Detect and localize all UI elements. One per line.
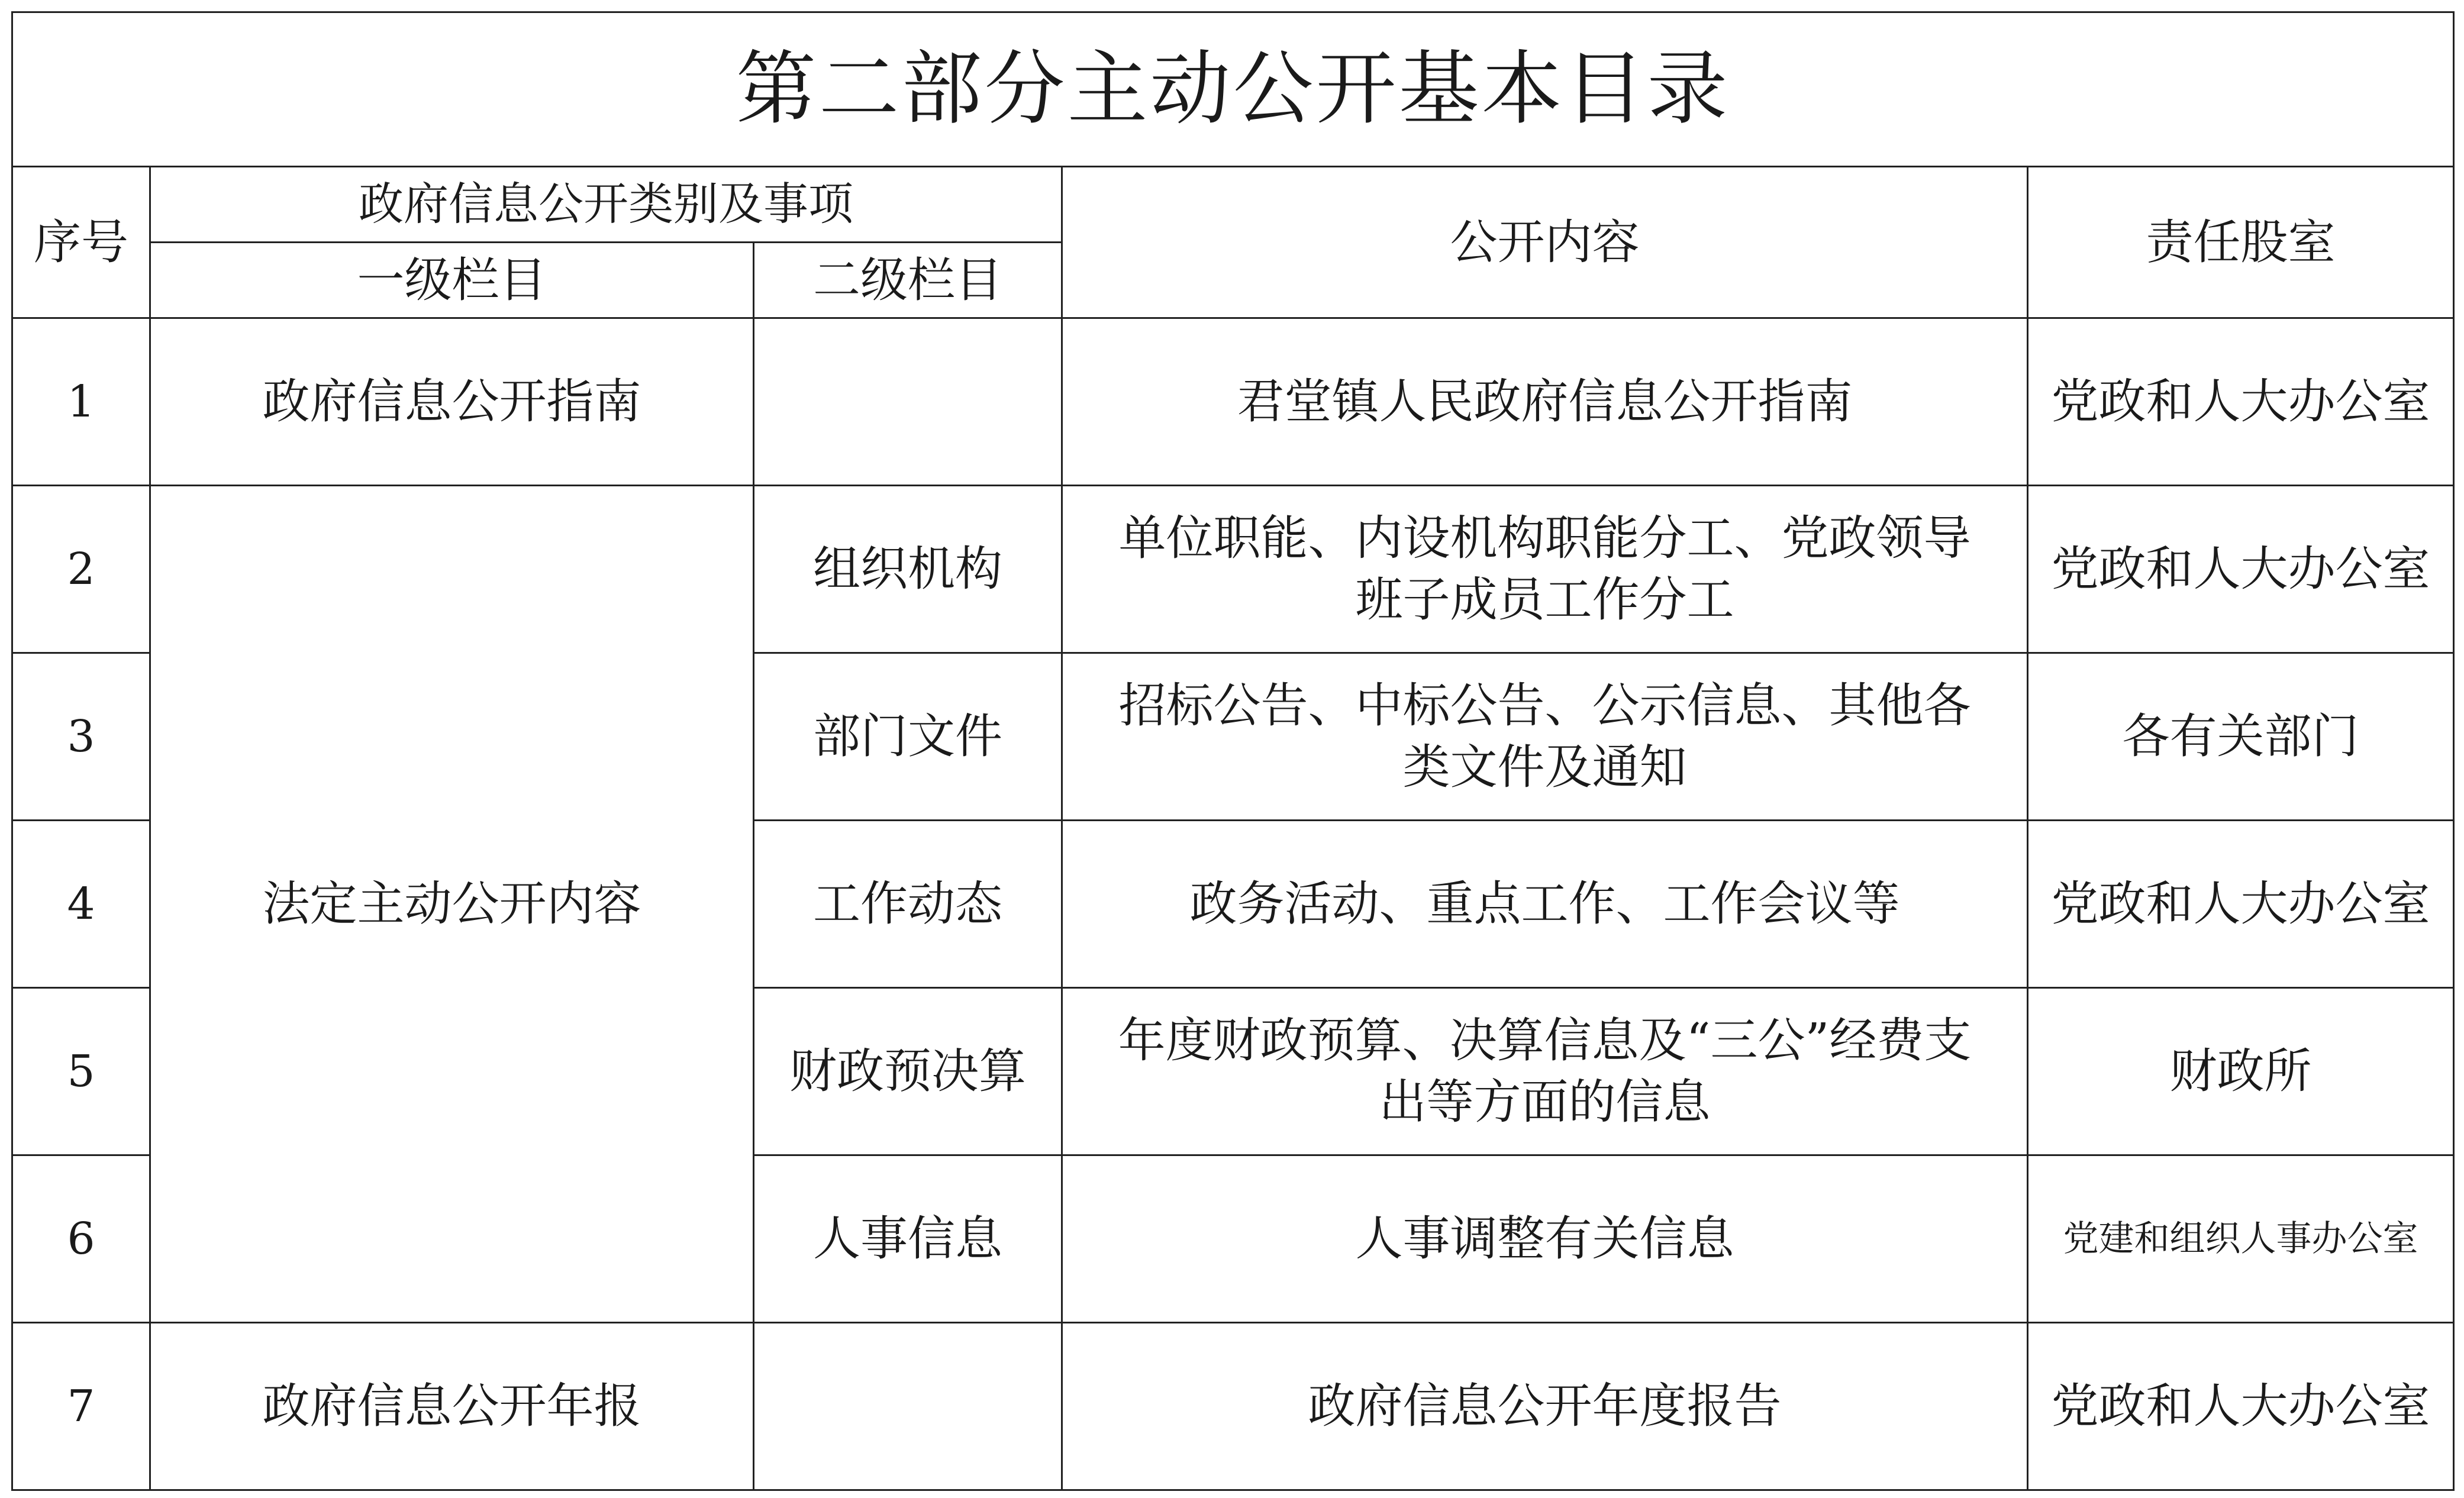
catalog-table (11, 11, 2455, 1491)
header-level1: 一级栏目 (150, 243, 754, 318)
row-content: 年度财政预算、决算信息及“三公”经费支出等方面的信息 (1062, 988, 2028, 1155)
row-seq: 7 (12, 1323, 150, 1490)
row-content: 政务活动、重点工作、工作会议等 (1062, 821, 2028, 988)
row-office: 党政和人大办公室 (2028, 1323, 2454, 1490)
row-seq: 5 (12, 988, 150, 1155)
row-level2 (754, 318, 1062, 486)
row-level2: 工作动态 (754, 821, 1062, 988)
row-office: 财政所 (2028, 988, 2454, 1155)
row-content: 单位职能、内设机构职能分工、党政领导班子成员工作分工 (1062, 486, 2028, 653)
row-level2 (754, 1323, 1062, 1490)
row-seq: 6 (12, 1155, 150, 1323)
row-office: 党建和组织人事办公室 (2028, 1155, 2454, 1323)
row-seq: 1 (12, 318, 150, 486)
row-level2: 人事信息 (754, 1155, 1062, 1323)
row-level2: 部门文件 (754, 653, 1062, 821)
row-content: 招标公告、中标公告、公示信息、其他各类文件及通知 (1062, 653, 2028, 821)
row-office: 党政和人大办公室 (2028, 821, 2454, 988)
header-content: 公开内容 (1062, 167, 2028, 318)
row-level2: 组织机构 (754, 486, 1062, 653)
header-row (12, 167, 2454, 243)
row-seq: 3 (12, 653, 150, 821)
row-office: 党政和人大办公室 (2028, 486, 2454, 653)
row-content: 君堂镇人民政府信息公开指南 (1062, 318, 2028, 486)
row-office: 各有关部门 (2028, 653, 2454, 821)
header-category-group: 政府信息公开类别及事项 (150, 167, 1062, 243)
row-content: 人事调整有关信息 (1062, 1155, 2028, 1323)
header-office: 责任股室 (2028, 167, 2454, 318)
row-level1: 政府信息公开年报 (150, 1323, 754, 1490)
table-row (12, 318, 2454, 486)
row-level2: 财政预决算 (754, 988, 1062, 1155)
row-office: 党政和人大办公室 (2028, 318, 2454, 486)
header-seq: 序号 (12, 167, 150, 318)
title-row (12, 12, 2454, 167)
header-level2: 二级栏目 (754, 243, 1062, 318)
row-level1: 政府信息公开指南 (150, 318, 754, 486)
row-level1: 法定主动公开内容 (150, 486, 754, 1323)
table-row (12, 1323, 2454, 1490)
row-seq: 2 (12, 486, 150, 653)
table-row (12, 486, 2454, 653)
row-content: 政府信息公开年度报告 (1062, 1323, 2028, 1490)
page-title: 第二部分主动公开基本目录 (12, 12, 2454, 167)
row-seq: 4 (12, 821, 150, 988)
